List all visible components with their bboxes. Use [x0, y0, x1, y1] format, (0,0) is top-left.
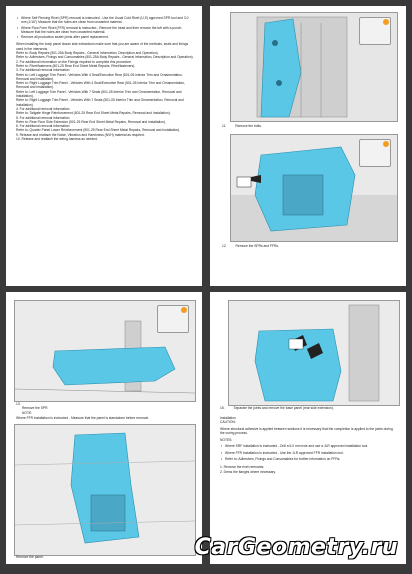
step-13-caption [16, 402, 194, 420]
caution-label: CAUTION: [220, 420, 236, 425]
panel-removal-illustration [15, 425, 195, 555]
manual-page-1 [6, 6, 202, 286]
text-line: Refer to: Adhesives, Fixings and Consumables (501-25A Body Repairs - General Information, Description and Operation). [16, 55, 194, 60]
text-line: • Where Self Piercing Rivet (SPR) removal is instructed - Use the Usual Cold Rivet (U.S) approved SPR tool and 3.0 mm (1/16") Measure that the holes are clean from unwanted material. [16, 16, 194, 25]
tool-callout [359, 139, 391, 167]
install-step: 1. Remove the rivet remnants. [220, 465, 265, 470]
text-line: 9. Release and reattach the Noise, Vibration and Harshness (NVH) material as required. [16, 132, 145, 137]
tool-callout [157, 305, 189, 333]
install-step: 2. Dress the flanges where necessary. [220, 469, 276, 474]
step-number: 13. [16, 402, 21, 406]
text-line: • Where Flow Form Rivet (FFR) removal is instructed - Remove the head and then remove the tuft with a punch. Measure that the holes are clean from unwanted material. [16, 26, 194, 35]
text-line: Refer to: Left Luggage Trim Panel - Vehicles With 7 Seats (501-05 Interior Trim and Ornamentation, Removal and Installation). [16, 89, 182, 99]
figure-panel [14, 424, 196, 556]
figure-joints [228, 300, 400, 406]
text-line: 3. For additional removal information [16, 68, 70, 73]
manual-page-4 [210, 292, 406, 564]
text-line: Refer to: Body Repairs (501-25A Body Repairs - General Information, Description and Operation). [16, 51, 159, 56]
step-text: Remove the bolts. [235, 124, 262, 128]
figure-bolts [230, 12, 398, 122]
step-14-caption [16, 555, 44, 559]
text-line: Refer to: Left Luggage Trim Panel - Vehicles With 4 Seat/Executive Rear (501-05 Interior Trim and Ornamentation, Removal and Installation). [16, 72, 183, 81]
text-line: 2. For additional information on the Fixings required to complete this procedure [16, 59, 132, 64]
text-line: • Remove all production sealer joints after panel replacement. [16, 35, 194, 39]
text-line: Refer to: Rivet/fasteners (501-25 Rear End Sheet Metal Repairs, Rivet/fasteners). [16, 63, 136, 68]
text-line: 10. Release and reattach the wiring harness as needed. [16, 137, 98, 142]
text-line: 4. For additional removal information [16, 106, 70, 111]
page1-text [16, 16, 194, 141]
joint-illustration [229, 301, 399, 405]
step-12-caption [222, 244, 279, 248]
manual-page-3 [6, 292, 202, 564]
step-text: Remove the panel. [16, 555, 44, 559]
installation-section [220, 416, 398, 474]
warning-badge-icon [181, 307, 187, 313]
text-line: Refer to: Right Luggage Trim Panel - Vehicles With 4 Seat/Executive Rear (501-05 Interior Trim and Ornamentation, Removal and Installation). [16, 81, 185, 90]
text-line: Refer to: Right Luggage Trim Panel - Vehicles With 7 Seats (501-05 Interior Trim and Ornamentation, Removal and Installation). [16, 98, 184, 107]
note-text: Where FFR installation is instructed - Measure that the panel is standalone before removal. [16, 415, 149, 420]
warning-badge-icon [383, 141, 389, 147]
text-line: 6. For additional removal information [16, 124, 70, 129]
step-11-caption [222, 124, 262, 128]
notes-label: NOTES: [220, 438, 233, 443]
manual-page-2 [210, 6, 406, 286]
site-watermark: CarGeometry.ru [194, 535, 398, 560]
step-text: Remove the SPRs and FFRs. [235, 244, 279, 248]
note-item: • Where FFR installation is instructed - Use the JLR approved FFR installation tool. [220, 451, 398, 455]
step-text: Remove the SPR. [22, 406, 49, 411]
note-item: • Where SRF installation is instructed - Drill a 6.0 mm hole and use a JLR approved installation tool. [220, 444, 398, 448]
figure-spr [14, 300, 196, 402]
step-number: 11. [222, 124, 227, 128]
section-heading: Installation [220, 416, 236, 420]
step-number: 12. [222, 244, 227, 248]
warning-badge-icon [383, 19, 389, 25]
text-line: 5. For additional removal information [16, 115, 70, 120]
caution-text: Where structural adhesive is applied between sections it is necessary that the completion is applied to the joints during the curing process. [220, 426, 393, 435]
step-15-caption [220, 406, 398, 410]
text-line: Refer to: Rear Floor Side Extension (501-25 Rear End Sheet Metal Repairs, Removal and Installation). [16, 119, 166, 124]
figure-spr-ffr [230, 134, 398, 242]
text-line: When installing the body panel dosan side extractions make sure that you are aware of the methods, seals and fixings used in the intersects. [16, 42, 189, 51]
step-text: Separate the joints and remove the base panel (rear side extension). [233, 406, 334, 410]
tool-callout [359, 17, 391, 45]
text-line: Refer to: Quarter Panel Lower Reinforcement (501-25 Rear End Sheet Metal Repairs, Removal and Installation). [16, 128, 181, 133]
step-number: 15. [220, 406, 225, 410]
note-label: NOTE: [22, 410, 33, 415]
text-line: Refer to: Tailgate Hinge Reinforcement (501-25 Rear End Sheet Metal Repairs, Removal and Installation). [16, 111, 171, 116]
note-item: • Refer to: Adhesives, Fixings and Consumables for further information on FFRs. [220, 457, 398, 461]
